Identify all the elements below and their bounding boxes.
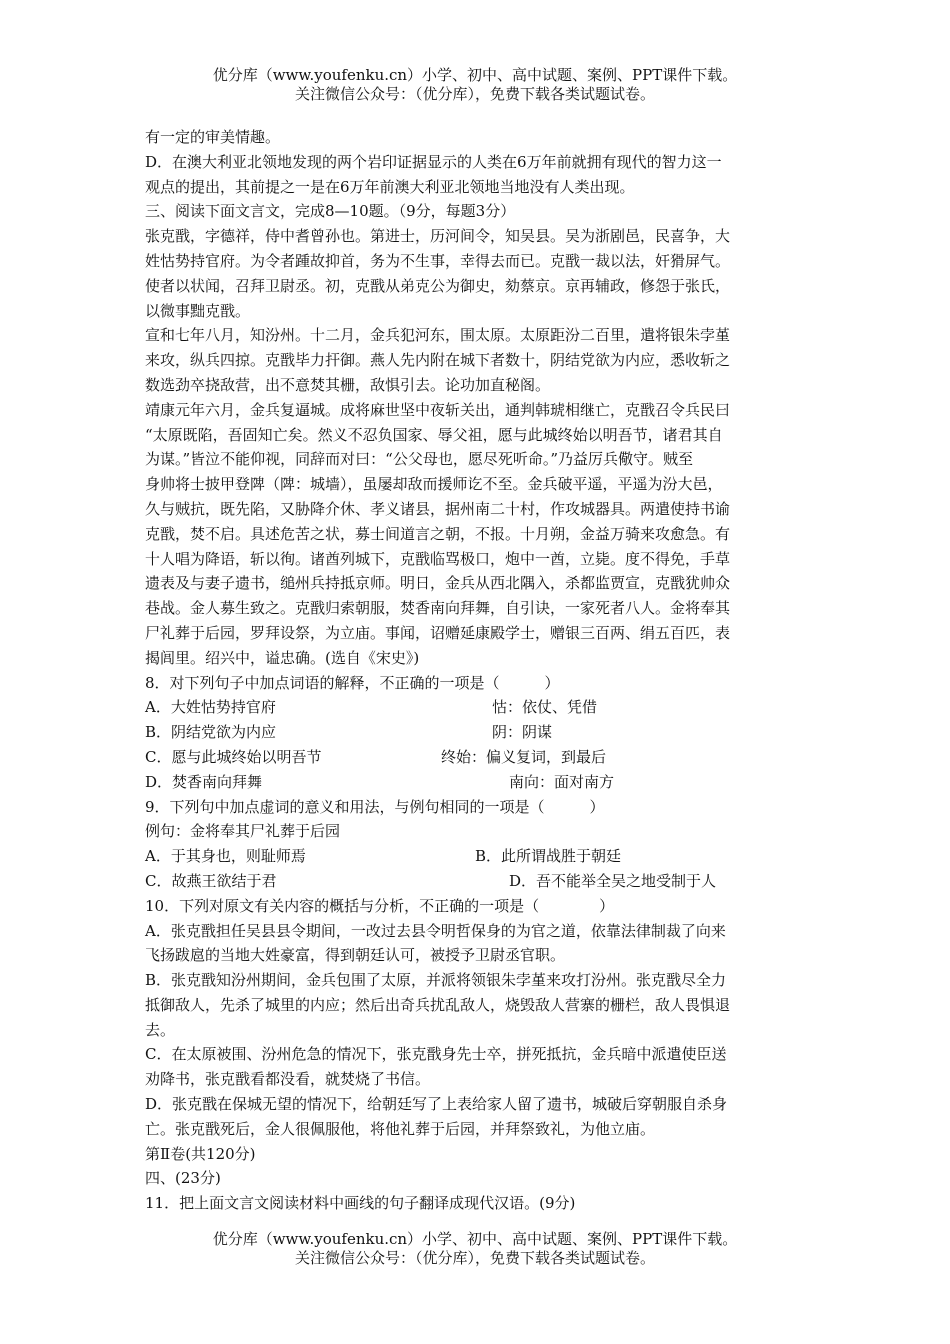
- text-line: 身帅将士披甲登陴（陴：城墙），虽屡却敌而援师讫不至。金兵破平遥，平遥为汾大邑，: [145, 475, 723, 494]
- option-left: D．焚香南向拜舞: [145, 772, 263, 791]
- text-line: 11．把上面文言文阅读材料中画线的句子翻译成现代汉语。(9分): [145, 1194, 576, 1213]
- text-line: 数选劲卒挠敌营，出不意焚其栅，敌惧引去。论功加直秘阁。: [145, 375, 551, 394]
- option-left: A．大姓怙势持官府: [145, 698, 276, 717]
- text-line: 例句：金将奉其尸礼葬于后园: [145, 822, 341, 841]
- option-left: A．于其身也，则耻师焉: [145, 847, 306, 866]
- option-row: [145, 695, 810, 720]
- text-line: A．张克戬担任吴县县令期间，一改过去县令明哲保身的为官之道，依靠法律制裁了向来: [145, 921, 726, 940]
- text-line: 为谋。”皆泣不能仰视，同辞而对曰：“公父母也，愿尽死听命。”乃益厉兵儆守。贼至: [145, 450, 694, 469]
- text-line: 使者以状闻，召拜卫尉丞。初，克戬从弟克公为御史，劾蔡京。京再辅政，修怨于张氏，: [145, 276, 731, 295]
- option-right: 南向：面对南方: [509, 772, 615, 791]
- text-line: C．在太原被围、汾州危急的情况下，张克戬身先士卒，拼死抵抗，金兵暗中派遣使臣送: [145, 1045, 727, 1064]
- text-line: 尸礼葬于后园，罗拜设祭，为立庙。事闻，诏赠延康殿学士，赠银三百两、绢五百匹，表: [145, 623, 731, 642]
- page-footer: [0, 1230, 950, 1268]
- text-line: 四、(23分): [145, 1169, 221, 1188]
- option-right: 终始：偏义复词，到最后: [441, 747, 607, 766]
- option-right: D．吾不能举全吴之地受制于人: [509, 871, 717, 890]
- option-left: C．故燕王欲结于君: [145, 871, 277, 890]
- option-row: [145, 770, 810, 795]
- footer-line-1: 优分库（www.youfenku.cn）小学、初中、高中试题、案例、PPT课件下载。: [212, 1230, 738, 1248]
- text-line: 来攻，纵兵四掠。克戬毕力扞御。燕人先内附在城下者数十，阴结党欲为内应，悉收斩之: [145, 351, 731, 370]
- header-line-2: 关注微信公众号：（优分库），免费下载各类试题试卷。: [294, 85, 655, 103]
- text-line: 久与贼抗，既先陷，又胁降介休、孝义诸县，据州南二十村，作攻城器具。两遣使持书谕: [145, 499, 731, 518]
- option-row: [145, 720, 810, 745]
- option-right: 阴：阴谋: [492, 723, 553, 742]
- option-right: B．此所谓战胜于朝廷: [475, 847, 622, 866]
- text-line: 巷战。金人募生致之。克戬归索朝服，焚香南向拜舞，自引诀，一家死者八人。金将奉其: [145, 599, 731, 618]
- option-right: 怙：依仗、凭借: [492, 698, 598, 717]
- text-line: 十人唱为降语，斩以徇。诸酋列城下，克戬临骂极口，炮中一酋，立毙。度不得免，手草: [145, 549, 731, 568]
- text-line: 张克戬，字德祥，侍中耆曾孙也。第进士，历河间令，知吴县。吴为浙剧邑，民喜争，大: [145, 227, 731, 246]
- header-line-1: 优分库（www.youfenku.cn）小学、初中、高中试题、案例、PPT课件下载。: [212, 66, 738, 84]
- text-line: 抵御敌人，先杀了城里的内应；然后出奇兵扰乱敌人，烧毁敌人营寨的栅栏，敌人畏惧退: [145, 995, 731, 1014]
- text-line: B．张克戬知汾州期间，金兵包围了太原，并派将领银朱孛堇来攻打汾州。张克戬尽全力: [145, 971, 727, 990]
- text-line: 10．下列对原文有关内容的概括与分析，不正确的一项是（ ）: [145, 896, 615, 915]
- footer-line-2: 关注微信公众号：（优分库），免费下载各类试题试卷。: [294, 1249, 655, 1267]
- page-header: [0, 66, 950, 104]
- document-body: [145, 125, 810, 1216]
- option-row: [145, 869, 810, 894]
- text-line: 有一定的审美情趣。: [145, 128, 281, 146]
- text-line: 飞扬跋扈的当地大姓豪富，得到朝廷认可，被授予卫尉丞官职。: [145, 946, 566, 965]
- text-line: “太原既陷，吾固知亡矣。然义不忍负国家、辱父祖，愿与此城终始以明吾节，诸君其自: [145, 425, 723, 444]
- text-line: D．张克戬在保城无望的情况下，给朝廷写了上表给家人留了遗书，城破后穿朝服自杀身: [145, 1095, 728, 1114]
- text-line: 观点的提出，其前提之一是在6万年前澳大利亚北领地当地没有人类出现。: [145, 177, 635, 196]
- text-line: 以微事黜克戬。: [145, 301, 251, 320]
- option-row: [145, 844, 810, 869]
- text-line: D．在澳大利亚北领地发现的两个岩印证据显示的人类在6万年前就拥有现代的智力这一: [145, 152, 722, 171]
- text-line: 9．下列句中加点虚词的意义和用法，与例句相同的一项是（ ）: [145, 797, 605, 816]
- text-line: 靖康元年六月，金兵复逼城。成将麻世坚中夜斩关出，通判韩琥相继亡，克戬召令兵民曰: [145, 400, 731, 419]
- text-line: 姓怙势持官府。为令者踵故抑首，务为不生事，幸得去而已。克戬一裁以法，奸猾屏气。: [145, 251, 731, 270]
- text-line: 8．对下列句子中加点词语的解释，不正确的一项是（ ）: [145, 673, 560, 692]
- text-line: 遗表及与妻子遗书，缒州兵持抵京师。明日，金兵从西北隅入，杀都监贾宣，克戬犹帅众: [145, 574, 731, 593]
- text-line: 宣和七年八月，知汾州。十二月，金兵犯河东，围太原。太原距汾二百里，遣将银朱孛堇: [145, 326, 731, 345]
- option-left: B．阴结党欲为内应: [145, 723, 277, 742]
- text-line: 揭闾里。绍兴中，谥忠确。(选自《宋史》): [145, 648, 420, 667]
- text-line: 第Ⅱ卷(共120分): [145, 1144, 256, 1163]
- text-line: 劝降书，张克戬看都没看，就焚烧了书信。: [145, 1070, 431, 1089]
- text-line: 三、阅读下面文言文，完成8—10题。（9分，每题3分）: [145, 202, 516, 221]
- text-line: 克戬，焚不启。具述危苦之状，募士间道言之朝，不报。十月朔，金益万骑来攻愈急。有: [145, 524, 731, 543]
- option-left: C．愿与此城终始以明吾节: [145, 747, 322, 766]
- option-row: [145, 745, 810, 770]
- text-line: 去。: [145, 1020, 176, 1039]
- text-line: 亡。张克戬死后，金人很佩服他，将他礼葬于后园，并拜祭致礼，为他立庙。: [145, 1119, 656, 1138]
